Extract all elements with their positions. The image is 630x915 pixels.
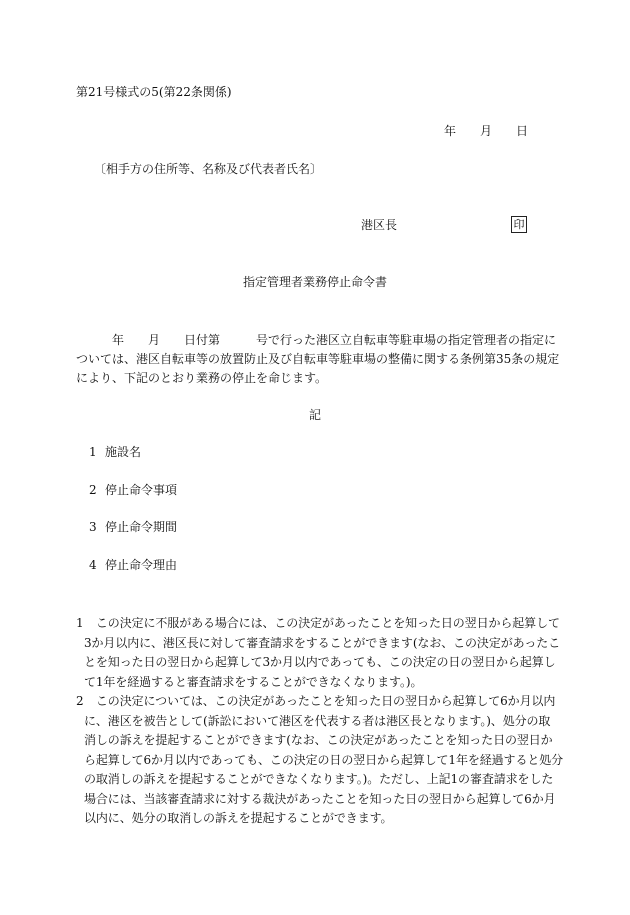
note-2-line: に、港区を被告として(訴訟において港区を代表する者は港区長となります。)、処分の取 <box>84 713 551 728</box>
note-2-line: 以内に、処分の取消しの訴えを提起することができます。 <box>84 811 393 825</box>
note-1-line: とを知った日の翌日から起算して3か月以内であっても、この決定の日の翌日から起算し <box>84 655 556 669</box>
item-2-number: 2 <box>89 483 97 497</box>
note-1-line: この決定に不服がある場合には、この決定があったことを知った日の翌日から起算して <box>84 616 560 630</box>
item-2-label: 停止命令事項 <box>105 483 178 497</box>
item-4-label: 停止命令理由 <box>105 558 178 572</box>
note-1-body <box>76 614 561 692</box>
note-2-line: の取消しの訴えを提起することができなくなります。)。ただし、上記1の審査請求をした <box>84 772 554 786</box>
body-line-3: により、下記のとおり業務の停止を命じます。 <box>76 371 328 385</box>
note-1 <box>76 614 561 692</box>
date-line: 年 月 日 <box>444 124 529 138</box>
ki-heading: 記 <box>309 408 322 422</box>
note-1-line: 3か月以内に、港区長に対して審査請求をすることができます(なお、この決定があったこ <box>84 635 561 650</box>
recipient-placeholder: 〔相手方の住所等、名称及び代表者氏名〕 <box>94 162 323 176</box>
note-2-line: ら起算して6か月以内であっても、この決定の日の翌日から起算して1年を経過すると処分 <box>84 752 564 767</box>
note-2-body <box>76 692 564 829</box>
seal-stamp: 印 <box>511 216 527 233</box>
form-number-title: 第21号様式の5(第22条関係) <box>76 85 232 99</box>
item-3-label: 停止命令期間 <box>105 520 178 534</box>
issuer-name: 港区長 <box>361 218 398 232</box>
note-2-number: 2 <box>76 694 84 708</box>
note-2-line: 場合には、当該審査請求に対する裁決があったことを知った日の翌日から起算して6か月 <box>84 791 556 806</box>
body-line-1: 年 月 日付第 号で行った港区立自転車等駐車場の指定管理者の指定に <box>76 333 557 347</box>
document-title: 指定管理者業務停止命令書 <box>243 275 388 289</box>
notes-section <box>76 614 564 829</box>
note-2-line: この決定については、この決定があったことを知った日の翌日から起算して6か月以内 <box>84 694 556 708</box>
note-2-line: 消しの訴えを提起することができます(なお、この決定があったことを知った日の翌日か <box>84 733 553 747</box>
seal-mark <box>511 216 527 233</box>
item-1-label: 施設名 <box>105 445 142 459</box>
note-2 <box>76 692 564 829</box>
note-1-line: て1年を経過すると審査請求をすることができなくなります。)。 <box>84 674 423 689</box>
item-1-number: 1 <box>89 445 97 459</box>
note-1-number: 1 <box>76 616 84 630</box>
item-3-number: 3 <box>89 520 97 534</box>
body-line-2: ついては、港区自転車等の放置防止及び自転車等駐車場の整備に関する条例第35条の規定 <box>76 352 560 366</box>
item-4-number: 4 <box>89 558 97 572</box>
